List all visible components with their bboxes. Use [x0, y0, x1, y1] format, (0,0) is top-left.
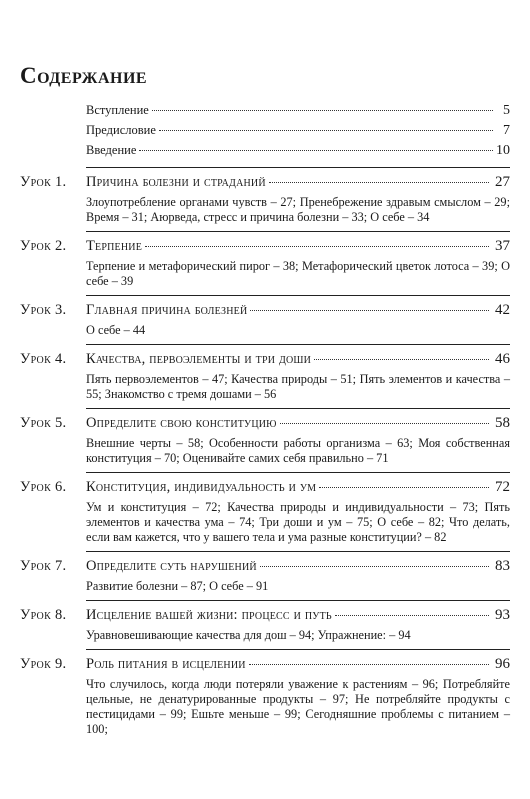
lesson-subtopics: Внешние черты – 58; Особенности работы организма – 63; Моя собственная конституция – 70; Оценивайте самих себя правильно – 71 — [86, 436, 510, 465]
dot-leader — [145, 246, 489, 247]
entry-title: Вступление — [86, 103, 149, 117]
toc-lesson[interactable] — [20, 238, 510, 289]
lesson-page: 96 — [495, 656, 510, 672]
lesson-title: Терпение — [86, 238, 143, 254]
toc-lesson[interactable] — [20, 302, 510, 338]
lesson-subtopics: Терпение и метафорический пирог – 38; Метафорический цветок лотоса – 39; О себе – 39 — [86, 259, 510, 288]
lesson-page: 42 — [495, 302, 510, 318]
lesson-title: Определите свою конституцию — [86, 415, 277, 431]
entry-title: Введение — [86, 143, 137, 157]
toc-lesson[interactable] — [20, 174, 510, 225]
lesson-subtopics: Ум и конституция – 72; Качества природы и индивидуальности – 73; Пять элементов и качества ума – 74; Три доши и ум – 75; О себе – 82; Что делать, если вам кажется, что у вашего тела и ума разные конституции? – 82 — [86, 500, 510, 544]
lesson-number: Урок 7. — [20, 558, 67, 574]
lesson-subtopics: Уравновешивающие качества для дош – 94; Упражнение: – 94 — [86, 628, 411, 642]
lesson-title: Причина болезни и страданий — [86, 174, 266, 190]
section-divider — [86, 408, 510, 409]
lesson-page: 27 — [495, 174, 510, 190]
section-divider — [86, 167, 510, 168]
front-matter-list — [20, 103, 510, 163]
lesson-subtopics: Что случилось, когда люди потеряли уважение к растениям – 96; Потребляйте цельные, не денатурированные продукты – 97; Не потребляйте продукты с пестицидами – 99; Ешьте меньше – 99; Сегодняшние проблемы с питанием – 100; — [86, 677, 510, 736]
dot-leader — [260, 566, 489, 567]
entry-page: 10 — [496, 143, 510, 158]
lesson-subtopics: Пять первоэлементов – 47; Качества природы – 51; Пять элементов и качества – 55; Знакомство с тремя дошами – 56 — [86, 372, 510, 401]
lesson-page: 37 — [495, 238, 510, 254]
lesson-title: Главная причина болезней — [86, 302, 248, 318]
section-divider — [86, 551, 510, 552]
dot-leader — [152, 110, 493, 111]
toc-lesson[interactable] — [20, 351, 510, 402]
lesson-page: 93 — [495, 607, 510, 623]
lesson-page: 83 — [495, 558, 510, 574]
section-divider — [86, 649, 510, 650]
lesson-number: Урок 6. — [20, 479, 67, 495]
section-divider — [86, 344, 510, 345]
table-of-contents — [20, 103, 510, 737]
lesson-page: 72 — [495, 479, 510, 495]
section-divider — [86, 600, 510, 601]
lesson-number: Урок 3. — [20, 302, 67, 318]
lesson-subtopics: О себе – 44 — [86, 323, 146, 337]
dot-leader — [335, 615, 489, 616]
toc-entry-front[interactable] — [86, 123, 510, 143]
lesson-title: Конституция, индивидуальность и ум — [86, 479, 317, 495]
lesson-number: Урок 2. — [20, 238, 67, 254]
page-title: Содержание — [20, 63, 148, 88]
lesson-title: Роль питания в исцелении — [86, 656, 246, 672]
lesson-number: Урок 9. — [20, 656, 67, 672]
lesson-number: Урок 1. — [20, 174, 67, 190]
toc-lesson[interactable] — [20, 656, 510, 737]
lesson-subtopics: Злоупотребление органами чувств – 27; Пренебрежение здравым смыслом – 29; Время – 31; Аюрведа, стресс и причина болезни – 33; О себе – 34 — [86, 195, 510, 224]
toc-lesson[interactable] — [20, 558, 510, 594]
lesson-subtopics: Развитие болезни – 87; О себе – 91 — [86, 579, 269, 593]
entry-page: 5 — [503, 103, 510, 118]
toc-lesson[interactable] — [20, 607, 510, 643]
lesson-title: Определите суть нарушений — [86, 558, 257, 574]
toc-lesson[interactable] — [20, 479, 510, 545]
toc-lesson[interactable] — [20, 415, 510, 466]
dot-leader — [319, 487, 489, 488]
section-divider — [86, 295, 510, 296]
entry-title: Предисловие — [86, 123, 156, 137]
lesson-title: Качества, первоэлементы и три доши — [86, 351, 312, 367]
dot-leader — [139, 150, 493, 151]
lesson-number: Урок 4. — [20, 351, 67, 367]
dot-leader — [269, 182, 489, 183]
lesson-number: Урок 5. — [20, 415, 67, 431]
toc-entry-front[interactable] — [86, 103, 510, 123]
dot-leader — [314, 359, 489, 360]
lesson-page: 58 — [495, 415, 510, 431]
lesson-page: 46 — [495, 351, 510, 367]
dot-leader — [250, 310, 489, 311]
dot-leader — [280, 423, 489, 424]
lesson-title: Исцеление вашей жизни: процесс и путь — [86, 607, 332, 623]
section-divider — [86, 231, 510, 232]
toc-entry-front[interactable] — [86, 143, 510, 163]
lesson-number: Урок 8. — [20, 607, 67, 623]
dot-leader — [249, 664, 489, 665]
section-divider — [86, 472, 510, 473]
entry-page: 7 — [503, 123, 510, 138]
dot-leader — [159, 130, 493, 131]
